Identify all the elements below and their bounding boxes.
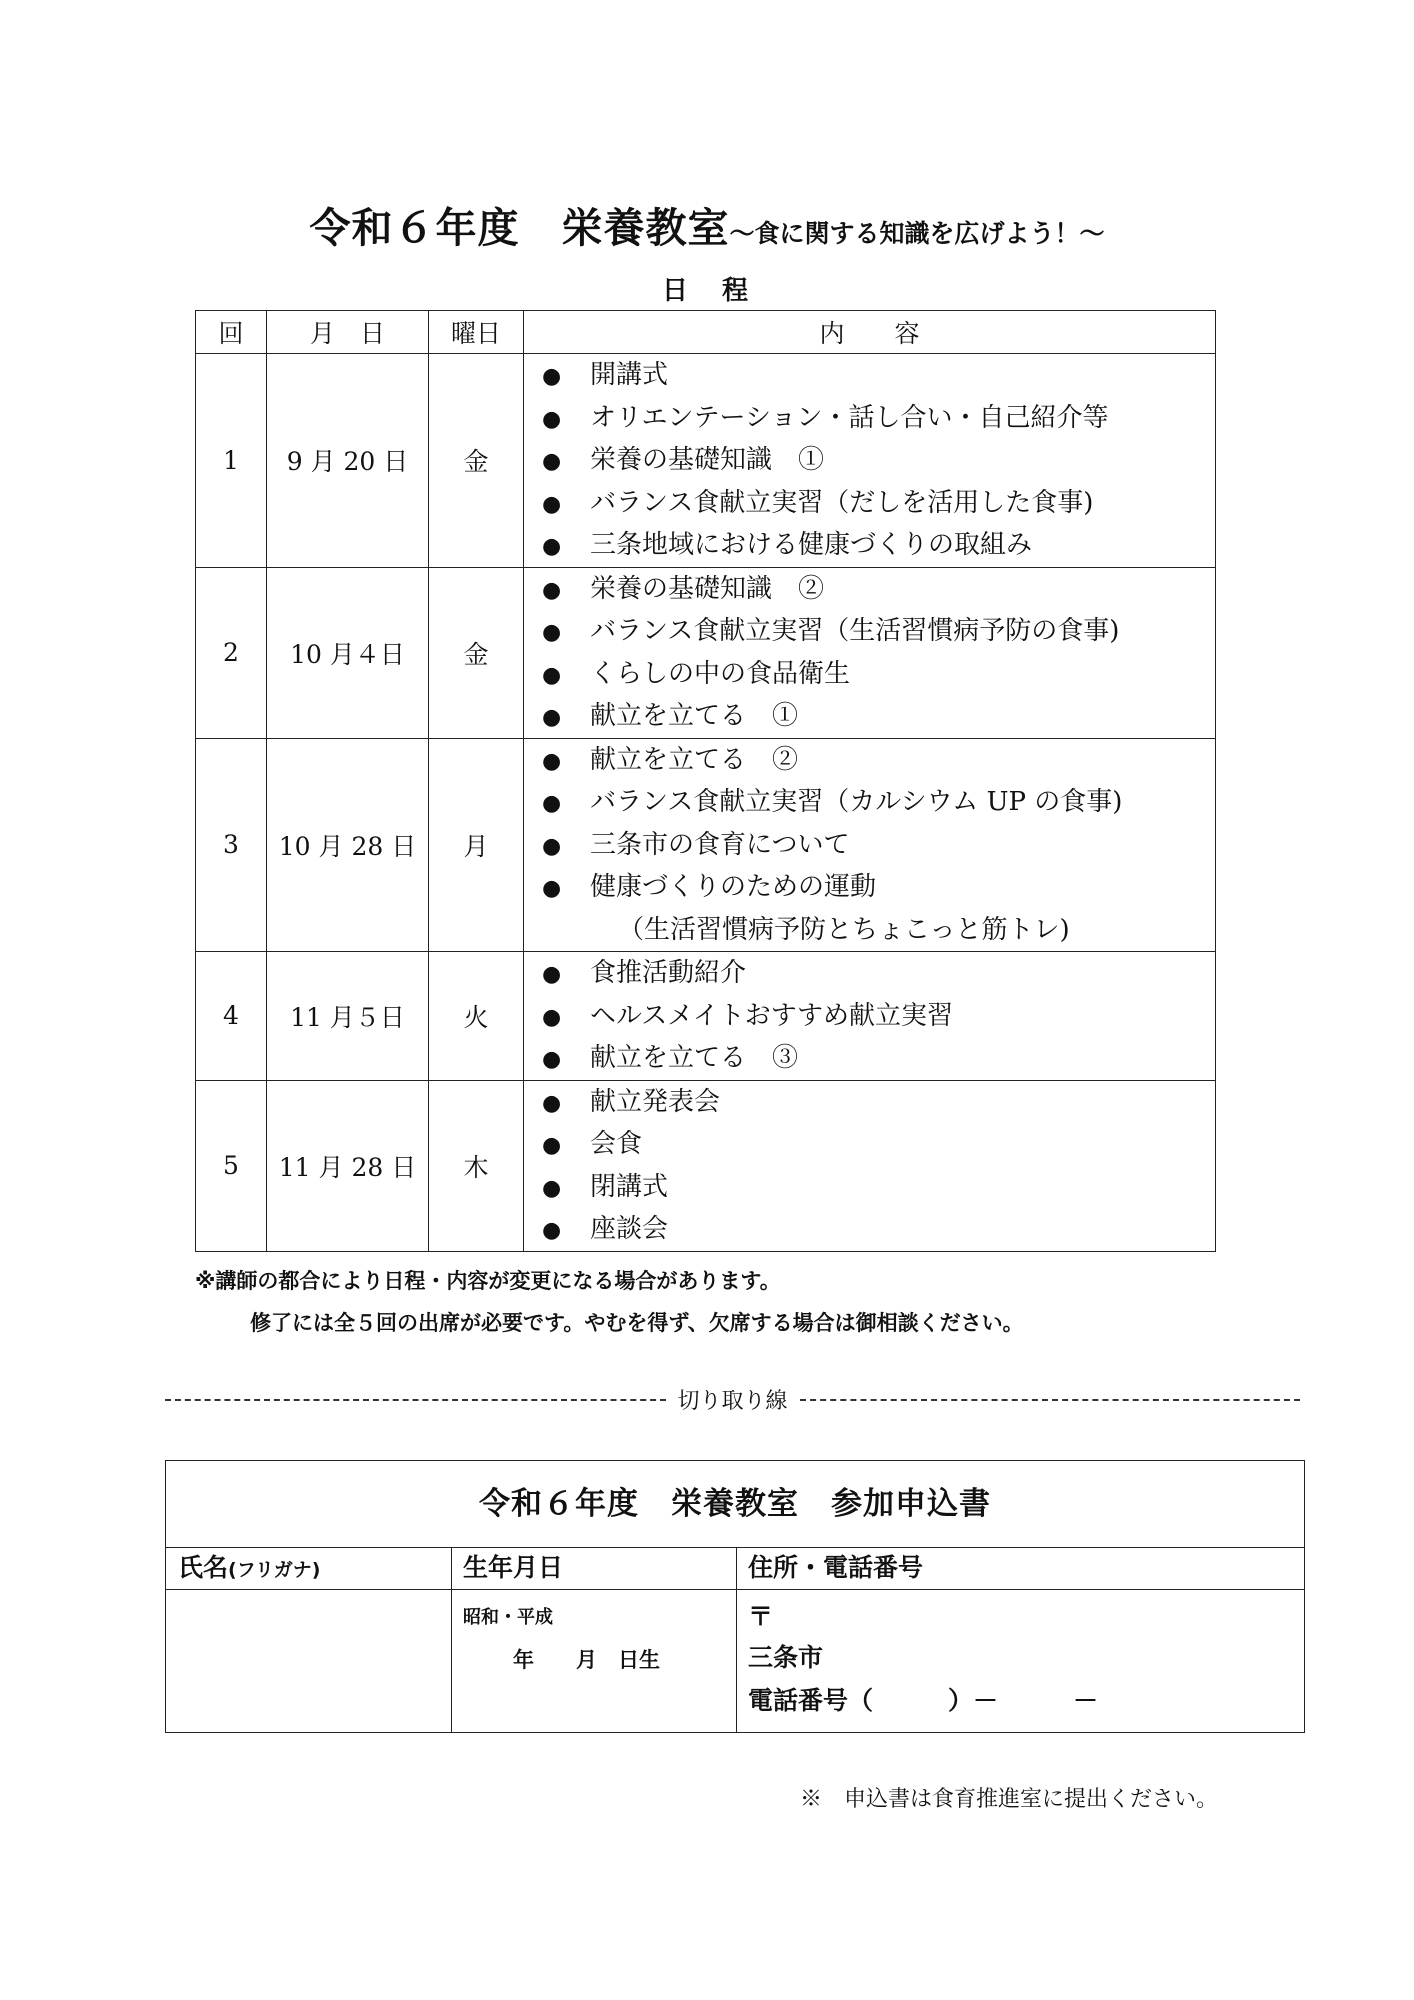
list-item: ● バランス食献立実習（生活習慣病予防の食事) [542, 610, 1215, 653]
bullet-icon: ● [542, 1090, 562, 1116]
bullet-icon: ● [542, 491, 562, 517]
header-weekday: 曜日 [429, 311, 524, 354]
bullet-icon: ● [542, 1047, 562, 1072]
name-header: 氏名(フリガナ) [166, 1547, 451, 1590]
bullet-icon: ● [542, 620, 562, 645]
header-content: 内 容 [524, 311, 1216, 354]
birthdate-field[interactable]: 年 月 日生 [513, 1648, 660, 1672]
table-row [196, 1080, 1216, 1251]
bullet-icon: ● [542, 748, 562, 774]
session-items [524, 738, 1216, 952]
postal-mark[interactable]: 〒 [748, 1602, 774, 1631]
list-item: ● 栄養の基礎知識 ② [542, 568, 1215, 611]
list-item: ● 閉講式 [542, 1166, 1215, 1209]
bullet-icon: ● [542, 876, 562, 901]
session-no: 1 [196, 354, 267, 568]
bullet-icon: ● [542, 962, 562, 987]
cut-line-dash-left [165, 1399, 666, 1401]
name-kana-label: (フリガナ) [228, 1559, 321, 1581]
list-item: ● ヘルスメイトおすすめ献立実習 [542, 995, 1215, 1038]
session-weekday: 火 [429, 952, 524, 1081]
session-date: 9 月 20 日 [267, 354, 429, 568]
bullet-icon: ● [542, 577, 562, 603]
list-item: ● バランス食献立実習（カルシウム UP の食事) [542, 781, 1215, 824]
schedule-change-note: ※講師の都合により日程・内容が変更になる場合があります。 [195, 1269, 781, 1293]
cut-line [165, 1384, 1300, 1415]
list-item: ● オリエンテーション・話し合い・自己紹介等 [542, 397, 1215, 440]
session-weekday: 金 [429, 567, 524, 738]
list-item: ● 三条地域における健康づくりの取組み [542, 524, 1215, 567]
session-date: 10 月 28 日 [267, 738, 429, 952]
bullet-icon: ● [542, 705, 562, 730]
bullet-icon: ● [542, 791, 562, 816]
attendance-note: 修了には全５回の出席が必要です。やむを得ず、欠席する場合は御相談ください。 [250, 1311, 1024, 1335]
session-date: 11 月５日 [267, 952, 429, 1081]
birthdate-column [451, 1547, 737, 1732]
form-title: 令和６年度 栄養教室 参加申込書 [166, 1461, 1304, 1548]
list-item: ● 献立を立てる ② [542, 739, 1215, 782]
phone-field[interactable]: 電話番号（ ）－ － [748, 1686, 1099, 1715]
list-item: ● 三条市の食育について [542, 824, 1215, 867]
session-items [524, 354, 1216, 568]
header-date: 月 日 [267, 311, 429, 354]
table-row [196, 354, 1216, 568]
name-field[interactable] [166, 1591, 451, 1732]
cut-line-label: 切り取り線 [677, 1389, 788, 1414]
session-no: 4 [196, 952, 267, 1081]
session-no: 2 [196, 567, 267, 738]
title-main: 令和６年度 栄養教室 [309, 204, 730, 252]
list-item: ● 健康づくりのための運動 [542, 866, 1215, 909]
session-weekday: 金 [429, 354, 524, 568]
list-item: ● 開講式 [542, 354, 1215, 397]
schedule-header-row [196, 311, 1216, 354]
bullet-icon: ● [542, 662, 562, 688]
session-date: 11 月 28 日 [267, 1080, 429, 1251]
bullet-icon: ● [542, 1133, 562, 1158]
address-header: 住所・電話番号 [736, 1547, 1304, 1590]
list-item: ● 献立を立てる ① [542, 695, 1215, 738]
session-items [524, 567, 1216, 738]
table-row [196, 738, 1216, 952]
application-form [165, 1460, 1305, 1733]
list-item-continuation: （生活習慣病予防とちょこっと筋トレ) [618, 914, 1070, 945]
table-row [196, 567, 1216, 738]
list-item: ● バランス食献立実習（だしを活用した食事) [542, 482, 1215, 525]
session-items [524, 952, 1216, 1081]
list-item: ● 栄養の基礎知識 ① [542, 439, 1215, 482]
list-item: ● 献立発表会 [542, 1081, 1215, 1124]
list-item: ● くらしの中の食品衛生 [542, 653, 1215, 696]
bullet-icon: ● [542, 534, 562, 559]
table-row [196, 952, 1216, 1081]
list-item: ● 献立を立てる ③ [542, 1037, 1215, 1080]
city-field[interactable]: 三条市 [748, 1643, 824, 1672]
cut-line-dash-right [800, 1399, 1301, 1401]
birthdate-header: 生年月日 [451, 1547, 736, 1590]
bullet-icon: ● [542, 406, 562, 432]
address-column [736, 1547, 1304, 1732]
bullet-icon: ● [542, 449, 562, 474]
submission-note: ※ 申込書は食育推進室に提出ください。 [800, 1787, 1219, 1812]
bullet-icon: ● [542, 1218, 562, 1243]
page-title [0, 195, 1414, 254]
bullet-icon: ● [542, 364, 562, 389]
bullet-icon: ● [542, 1004, 562, 1030]
name-column [166, 1547, 452, 1732]
session-no: 5 [196, 1080, 267, 1251]
session-weekday: 木 [429, 1080, 524, 1251]
title-subtitle: ～食に関する知識を広げよう！～ [729, 219, 1105, 248]
list-item: ● 食推活動紹介 [542, 952, 1215, 995]
bullet-icon: ● [542, 1175, 562, 1201]
session-items [524, 1080, 1216, 1251]
era-options[interactable]: 昭和・平成 [463, 1607, 553, 1628]
session-date: 10 月４日 [267, 567, 429, 738]
header-session-no: 回 [196, 311, 267, 354]
list-item: ● 座談会 [542, 1208, 1215, 1251]
bullet-icon: ● [542, 833, 562, 859]
schedule-table [195, 310, 1216, 1252]
session-weekday: 月 [429, 738, 524, 952]
schedule-heading: 日 程 [661, 276, 752, 306]
list-item: ● 会食 [542, 1123, 1215, 1166]
session-no: 3 [196, 738, 267, 952]
